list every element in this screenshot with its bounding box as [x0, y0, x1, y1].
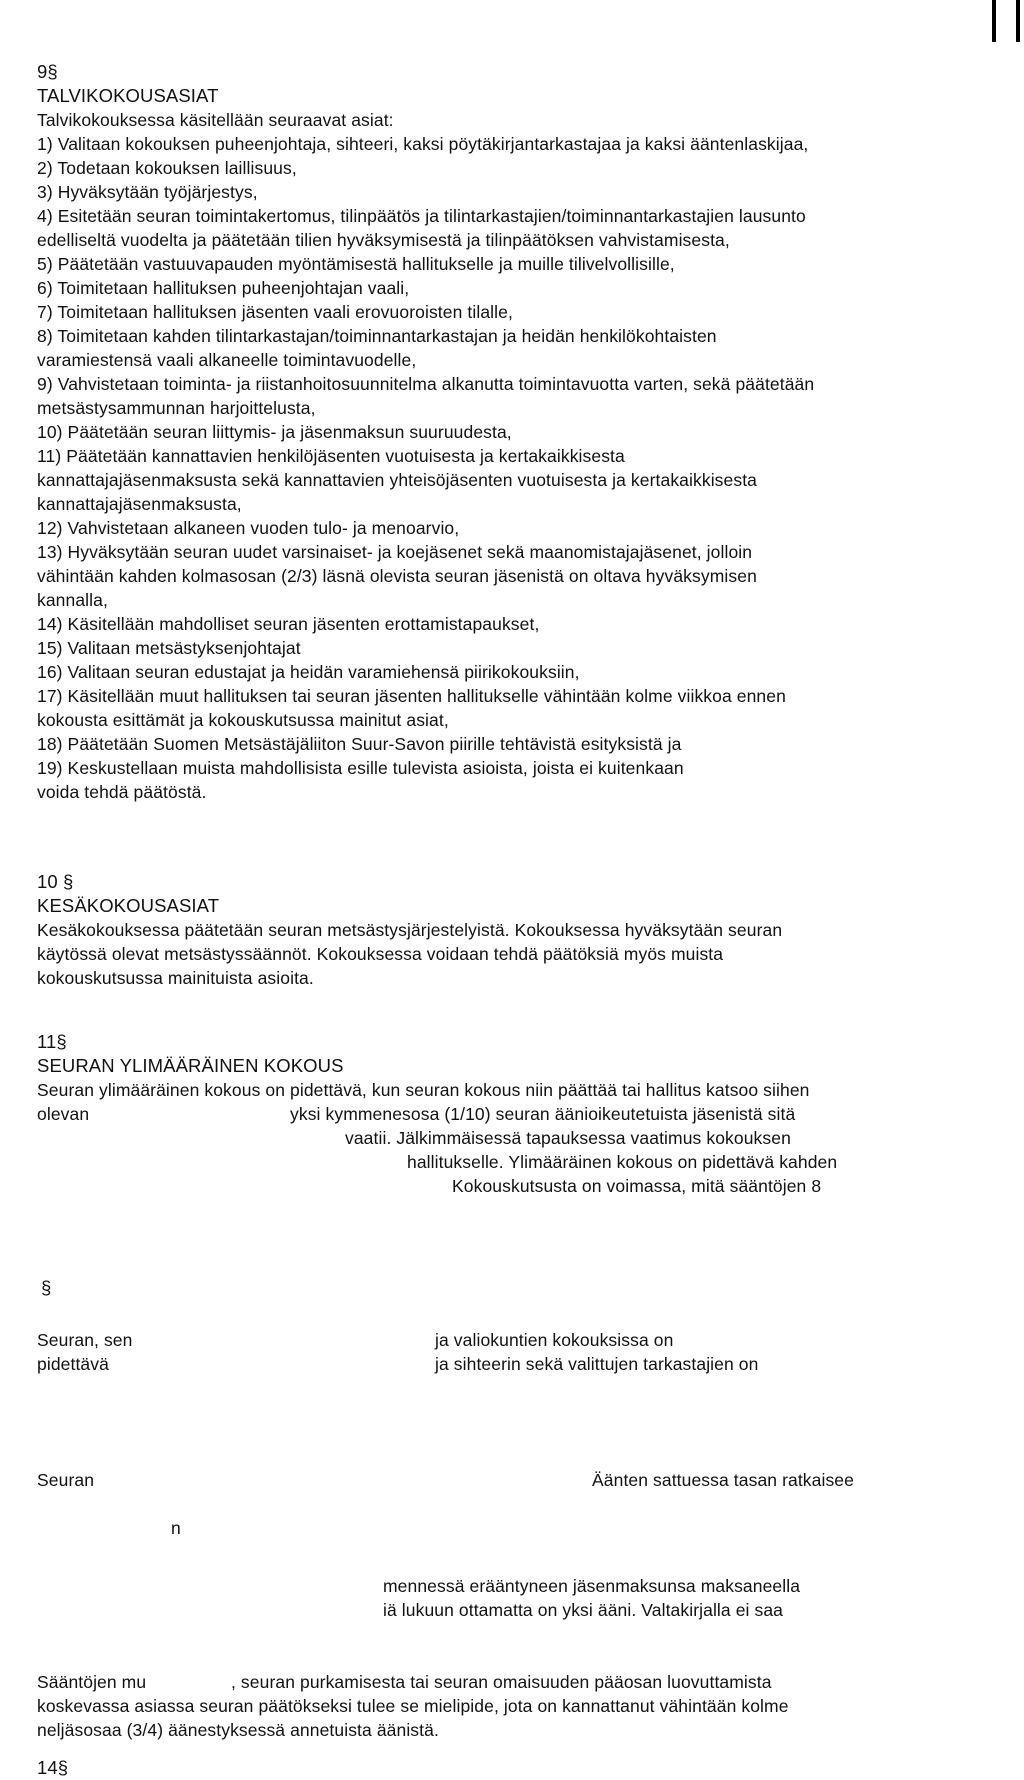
section-9-line: 11) Päätetään kannattavien henkilöjäsenten vuotuisesta ja kertakaikkisesta — [37, 446, 625, 466]
section-9-line: 9) Vahvistetaan toiminta- ja riistanhoitosuunnitelma alkanutta toimintavuotta varten, sekä päätetään — [37, 374, 815, 394]
section-9-line: kannattajajäsenmaksusta sekä kannattavien yhteisöjäsenten vuotuisesta ja kertakaikkisesta — [37, 470, 758, 490]
section-9-line: 10) Päätetään seuran liittymis- ja jäsenmaksun suuruudesta, — [37, 422, 512, 442]
section-10-line: käytössä olevat metsästyssäännöt. Kokouksessa voidaan tehdä päätöksiä myös muista — [37, 944, 724, 964]
section-9-title: TALVIKOKOUSASIAT — [37, 85, 219, 106]
section-12-number: § — [41, 1277, 52, 1298]
section-9-line: vähintään kahden kolmasosan (2/3) läsnä olevista seuran jäsenistä on oltava hyväksymisen — [37, 566, 757, 586]
section-11-line: yksi kymmenesosa (1/10) seuran äänioikeutetuista jäsenistä sitä — [290, 1104, 796, 1124]
section-9-line: kannattajajäsenmaksusta, — [37, 494, 242, 514]
section-10-line: Kesäkokouksessa päätetään seuran metsästysjärjestelyistä. Kokouksessa hyväksytään seuran — [37, 920, 783, 940]
section-13-line: Seuran — [37, 1470, 95, 1490]
section-9-line: metsästysammunnan harjoittelusta, — [37, 398, 316, 418]
section-9-line: 16) Valitaan seuran edustajat ja heidän varamiehensä piirikokouksiin, — [37, 662, 580, 682]
section-13-line: mennessä erääntyneen jäsenmaksunsa maksaneella — [383, 1576, 801, 1596]
section-10-number: 10 § — [37, 871, 74, 892]
section-13-line: koskevassa asiassa seuran päätökseksi tulee se mielipide, jota on kannattanut vähintään kolme — [37, 1696, 789, 1716]
section-13-line: Sääntöjen mu — [37, 1672, 147, 1692]
section-9-line: 15) Valitaan metsästyksenjohtajat — [37, 638, 301, 658]
section-11-line: vaatii. Jälkimmäisessä tapauksessa vaatimus kokouksen — [345, 1128, 791, 1148]
section-9-line: 8) Toimitetaan kahden tilintarkastajan/toiminnantarkastajan ja heidän henkilökohtaisten — [37, 326, 717, 346]
section-9-line: kokousta esittämät ja kokouskutsussa mainitut asiat, — [37, 710, 449, 730]
section-9-line: varamiestensä vaali alkaneelle toimintavuodelle, — [37, 350, 417, 370]
section-9-line: 5) Päätetään vastuuvapauden myöntämisestä hallitukselle ja muille tilivelvollisille, — [37, 254, 675, 274]
section-9-line: 2) Todetaan kokouksen laillisuus, — [37, 158, 297, 178]
scan-mark-left — [992, 0, 996, 42]
section-11-number: 11§ — [37, 1031, 67, 1052]
section-9-line: voida tehdä päätöstä. — [37, 782, 207, 802]
scan-corner-marks — [964, 0, 1024, 44]
section-9-intro: Talvikokouksessa käsitellään seuraavat asiat: — [37, 110, 394, 130]
section-13-line: neljäsosaa (3/4) äänestyksessä annetuista äänistä. — [37, 1720, 439, 1740]
section-9-line: 18) Päätetään Suomen Metsästäjäliiton Suur-Savon piirille tehtävistä esityksistä ja — [37, 734, 682, 754]
section-13-line: iä lukuun ottamatta on yksi ääni. Valtakirjalla ei saa — [383, 1600, 784, 1620]
section-12-line: Seuran, sen — [37, 1330, 133, 1350]
section-9-line: 19) Keskustellaan muista mahdollisista esille tulevista asioista, joista ei kuitenkaan — [37, 758, 684, 778]
section-9-number: 9§ — [37, 61, 58, 82]
section-9-line: 12) Vahvistetaan alkaneen vuoden tulo- ja menoarvio, — [37, 518, 460, 538]
section-13-line: Äänten sattuessa tasan ratkaisee — [592, 1470, 854, 1490]
section-13-line: n — [171, 1518, 181, 1538]
section-9-line: 7) Toimitetaan hallituksen jäsenten vaali erovuoroisten tilalle, — [37, 302, 513, 322]
section-9-line: 4) Esitetään seuran toimintakertomus, tilinpäätös ja tilintarkastajien/toiminnantarkastajien lausunto — [37, 206, 806, 226]
section-12-line: pidettävä — [37, 1354, 109, 1374]
section-9-line: kannalla, — [37, 590, 108, 610]
section-9-line: 6) Toimitetaan hallituksen puheenjohtajan vaali, — [37, 278, 410, 298]
section-9-line: 3) Hyväksytään työjärjestys, — [37, 182, 258, 202]
scan-mark-right — [1016, 0, 1020, 42]
section-14-number: 14§ — [37, 1757, 69, 1778]
section-9-line: edelliseltä vuodelta ja päätetään tilien hyväksymisestä ja tilinpäätöksen vahvistamisesta, — [37, 230, 730, 250]
section-11-line: olevan — [37, 1104, 90, 1124]
section-12-line: ja sihteerin sekä valittujen tarkastajien on — [435, 1354, 759, 1374]
section-11-title: SEURAN YLIMÄÄRÄINEN KOKOUS — [37, 1055, 344, 1076]
section-12-line: ja valiokuntien kokouksissa on — [435, 1330, 674, 1350]
section-9-line: 1) Valitaan kokouksen puheenjohtaja, sihteeri, kaksi pöytäkirjantarkastajaa ja kaksi ääntenlaskijaa, — [37, 134, 809, 154]
section-9-line: 14) Käsitellään mahdolliset seuran jäsenten erottamistapaukset, — [37, 614, 540, 634]
section-10-title: KESÄKOKOUSASIAT — [37, 895, 220, 916]
section-9-line: 17) Käsitellään muut hallituksen tai seuran jäsenten hallitukselle vähintään kolme viikkoa ennen — [37, 686, 786, 706]
section-11-line: Kokouskutsusta on voimassa, mitä sääntöjen 8 — [452, 1176, 822, 1196]
section-10-line: kokouskutsussa mainituista asioita. — [37, 968, 314, 988]
section-11-line: Seuran ylimääräinen kokous on pidettävä, kun seuran kokous niin päättää tai hallitus katsoo siihen — [37, 1080, 810, 1100]
section-11-line: hallitukselle. Ylimääräinen kokous on pidettävä kahden — [407, 1152, 838, 1172]
section-13-line: , seuran purkamisesta tai seuran omaisuuden pääosan luovuttamista — [231, 1672, 772, 1692]
section-9-line: 13) Hyväksytään seuran uudet varsinaiset- ja koejäsenet sekä maanomistajajäsenet, jolloin — [37, 542, 753, 562]
